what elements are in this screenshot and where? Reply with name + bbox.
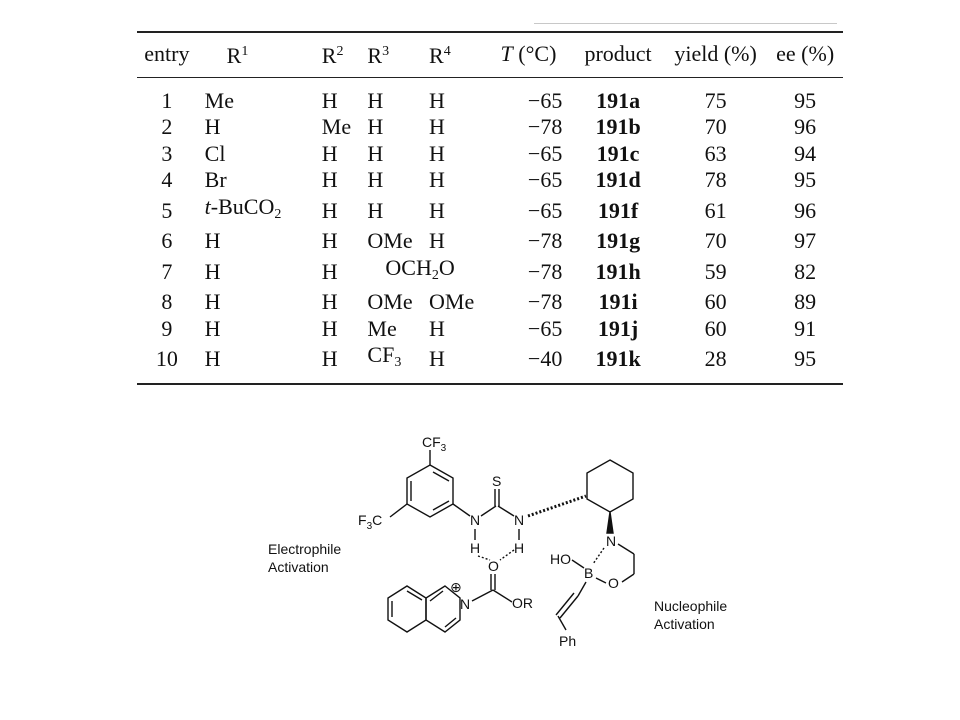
cell-product: 191h [595, 258, 641, 284]
cell-yield: 59 [704, 258, 727, 284]
cell-entry: 9 [161, 315, 173, 341]
bond-ch2-o [622, 574, 634, 582]
cell-r1: t-BuCO$_2$ [204, 193, 282, 222]
cell-product: 191i [598, 289, 638, 314]
cell-product: 191k [572, 342, 663, 384]
bond-c-or [493, 590, 512, 602]
cell-r2: H [322, 342, 368, 384]
cell-entry: 2 [161, 114, 173, 139]
cell-entry: 7 [161, 258, 173, 284]
aryl-ring [407, 465, 453, 517]
cf3-left-label: $F_3C$ [358, 512, 383, 532]
atom-n-quinolinium: N [460, 596, 471, 612]
cell-temperature: −65 [527, 140, 563, 166]
cell-r4: H [429, 197, 445, 223]
cell-temperature: −65 [527, 87, 563, 113]
cell-product: 191g [596, 228, 641, 253]
cell-temperature: −65 [527, 315, 563, 341]
catalyst-transition-state-scheme [250, 420, 770, 660]
cell-r3: H [367, 114, 384, 139]
col-header-product: product [572, 32, 663, 77]
cell-r4: H [429, 114, 445, 139]
table-row [137, 141, 843, 168]
table-row [137, 342, 843, 384]
cell-r4: H [429, 140, 445, 166]
table-row [137, 167, 843, 194]
atom-ho: HO [550, 551, 571, 567]
cell-ee: 82 [794, 258, 817, 284]
cyclohexane-ring [587, 460, 633, 512]
bond-vinyl-ph [558, 616, 566, 630]
cell-product: 191d [595, 167, 641, 192]
quinolinium-benzo-ring [388, 586, 426, 632]
cell-r1: Cl [204, 140, 226, 166]
quinoline-double-bond [445, 618, 456, 627]
cell-r3: H [367, 140, 384, 166]
cell-r1: H [204, 258, 221, 284]
quinoline-double-bond [430, 591, 443, 601]
bond-o-b [596, 578, 606, 583]
cell-entry: 1 [161, 87, 173, 113]
cell-yield: 60 [704, 289, 727, 314]
cell-r1: H [204, 228, 221, 253]
cell-temperature: −65 [527, 167, 563, 192]
bond-c-n2 [498, 506, 514, 516]
cell-product: 191c [596, 140, 640, 166]
atom-n2: N [514, 512, 525, 528]
atom-ph: Ph [559, 633, 577, 649]
cell-r3: H [367, 87, 384, 113]
cell-r1: H [197, 342, 322, 384]
cell-r4: H [429, 228, 445, 253]
quinoline-double-bond [407, 591, 422, 600]
positive-charge-icon: ⊕ [450, 579, 462, 595]
atom-or: OR [512, 595, 533, 611]
cell-r1: Me [204, 87, 234, 113]
atom-n-ring: N [606, 533, 617, 549]
cell-ee: 89 [794, 289, 817, 314]
cell-r4: OMe [429, 289, 475, 314]
cell-product: 191a [596, 87, 641, 113]
bond-n-ch2 [618, 544, 634, 554]
label-electrophile-line2: Activation [268, 559, 329, 575]
atom-o-ring: O [608, 575, 619, 591]
cell-r2: H [321, 87, 338, 113]
cell-entry: 8 [161, 289, 173, 314]
cell-r3: H [367, 197, 384, 223]
bond-cf3-left [390, 504, 407, 517]
cell-entry: 4 [161, 167, 173, 192]
header-rule [534, 23, 837, 24]
table-row [137, 316, 843, 343]
table-row [137, 255, 843, 290]
cell-r2: H [321, 289, 338, 314]
cell-r1: Br [204, 167, 227, 192]
cell-yield: 78 [704, 167, 727, 192]
cell-entry: 3 [161, 140, 173, 166]
bond-n-c [472, 590, 493, 601]
table-row [137, 289, 843, 316]
cell-entry: 6 [161, 228, 173, 253]
dative-bond-n-b [593, 548, 604, 564]
cell-r3: OMe [367, 228, 413, 253]
atom-b: B [584, 565, 594, 581]
atom-o-carbonyl: O [488, 558, 499, 574]
cell-r3: H [367, 167, 384, 192]
cell-r2: H [321, 140, 338, 166]
cell-r3-r4-merged: $OCH_2O$ [385, 254, 455, 283]
atom-s: S [492, 473, 502, 489]
col-header-ee: ee (%) [767, 32, 843, 77]
cell-yield: 75 [704, 87, 727, 113]
aryl-ring-double-bond [433, 472, 449, 481]
cell-r2: H [321, 258, 338, 284]
h-bond [500, 550, 514, 560]
cell-r1: H [204, 315, 221, 341]
table-row [137, 77, 843, 114]
cell-yield: 70 [704, 114, 727, 139]
cell-r1: H [204, 289, 221, 314]
cell-r2: H [321, 315, 338, 341]
cell-r2: Me [321, 114, 352, 139]
cell-temperature: −65 [527, 197, 563, 223]
cell-product: 191f [597, 197, 639, 223]
bond-aryl-n [453, 504, 470, 516]
cell-temperature: −40 [495, 342, 573, 384]
hashed-wedge-bond [528, 496, 586, 516]
atom-n1: N [470, 512, 481, 528]
bold-wedge-bond [607, 512, 613, 533]
cell-yield: 63 [704, 140, 727, 166]
col-header-temperature: T (°C) [495, 32, 573, 77]
table-row [137, 114, 843, 141]
cell-temperature: −78 [527, 228, 563, 253]
col-header-yield: yield (%) [664, 32, 768, 77]
cell-r2: H [321, 167, 338, 192]
bond-n1-c [481, 506, 496, 516]
label-nucleophile-line2: Activation [654, 616, 715, 632]
cell-entry: 5 [161, 197, 173, 223]
table-row [137, 194, 843, 229]
col-header-entry: entry [137, 32, 197, 77]
cell-ee: 95 [767, 342, 843, 384]
cell-ee: 95 [794, 167, 817, 192]
cell-product: 191b [595, 114, 641, 139]
results-table [137, 31, 843, 385]
cell-r4: H [429, 87, 445, 113]
cell-yield: 70 [704, 228, 727, 253]
cf3-top-label: $CF_3$ [422, 434, 447, 454]
cell-r4: H [429, 315, 445, 341]
cell-r3: $CF_3$ [367, 342, 429, 384]
table-row [137, 228, 843, 255]
atom-h1: H [470, 540, 481, 556]
cell-r1: H [204, 114, 221, 139]
cell-temperature: −78 [527, 114, 563, 139]
atom-h2: H [514, 540, 525, 556]
table-header-row [137, 32, 843, 77]
label-electrophile-line1: Electrophile [268, 541, 342, 557]
cell-r3: Me [367, 315, 397, 341]
cell-yield: 28 [664, 342, 768, 384]
cell-ee: 96 [794, 197, 817, 223]
col-header-r4: $R^4$ [429, 32, 495, 77]
cell-yield: 60 [704, 315, 727, 341]
cell-r2: H [321, 228, 338, 253]
cell-temperature: −78 [527, 258, 563, 284]
cell-product: 191j [597, 315, 639, 341]
col-header-r1: $R^1$ [197, 32, 322, 77]
cell-r4: H [429, 342, 495, 384]
col-header-r2: $R^2$ [322, 32, 368, 77]
cell-r3: OMe [367, 289, 413, 314]
cell-r4: H [429, 167, 445, 192]
cell-ee: 96 [794, 114, 817, 139]
cell-ee: 94 [794, 140, 817, 166]
cell-temperature: −78 [527, 289, 563, 314]
cell-ee: 97 [794, 228, 817, 253]
cell-r2: H [321, 197, 338, 223]
label-nucleophile-line1: Nucleophile [654, 598, 728, 614]
aryl-ring-double-bond [433, 501, 449, 510]
col-header-r3: $R^3$ [367, 32, 429, 77]
bond-ho-b [572, 560, 584, 568]
cell-entry: 10 [137, 342, 197, 384]
cell-yield: 61 [704, 197, 727, 223]
bond-b-vinyl [578, 582, 586, 596]
cell-ee: 91 [794, 315, 817, 341]
cell-ee: 95 [794, 87, 817, 113]
